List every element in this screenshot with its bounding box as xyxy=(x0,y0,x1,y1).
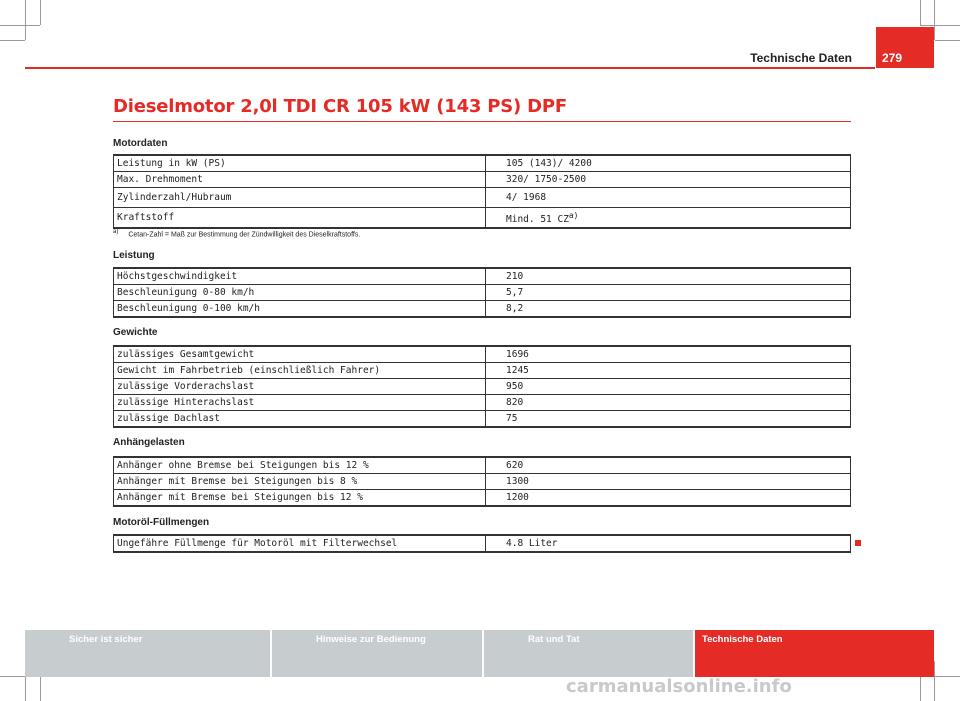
row-label: Höchstgeschwindigkeit xyxy=(114,268,484,285)
footer-tab-label: Sicher ist sicher xyxy=(69,634,143,645)
row-value: 320/ 1750-2500 xyxy=(486,172,851,188)
table-gewichte xyxy=(113,345,851,428)
row-label: zulässige Dachlast xyxy=(114,411,484,428)
table-leistung xyxy=(113,267,851,318)
value-text: Mind. 51 CZ xyxy=(506,214,569,226)
footer-tab-sicher-ist-sicher[interactable] xyxy=(25,630,270,677)
row-value: 820 xyxy=(486,395,851,411)
section-heading-anhaengelasten: Anhängelasten xyxy=(113,437,185,448)
row-value: 5,7 xyxy=(486,285,851,301)
section-end-marker xyxy=(855,540,861,546)
header-section-title: Technische Daten xyxy=(750,51,852,65)
table-row xyxy=(114,301,851,318)
row-value: 1200 xyxy=(486,490,851,507)
table-row xyxy=(114,395,851,411)
crop-mark xyxy=(25,0,26,40)
row-value: 1300 xyxy=(486,474,851,490)
row-label: Max. Drehmoment xyxy=(114,172,484,188)
table-row xyxy=(114,411,851,428)
table-row xyxy=(114,188,851,208)
footer-tab-technische-daten[interactable] xyxy=(695,630,934,677)
row-label: zulässige Hinterachslast xyxy=(114,395,484,411)
table-row xyxy=(114,172,851,188)
row-label: Ungefähre Füllmenge für Motoröl mit Filterwechsel xyxy=(114,535,484,552)
table-row xyxy=(114,268,851,285)
title-rule xyxy=(113,121,851,122)
table-row xyxy=(114,379,851,395)
row-value: 1696 xyxy=(486,346,851,363)
footer-tab-label: Technische Daten xyxy=(702,634,783,645)
footer-tab-hinweise-zur-bedienung[interactable] xyxy=(272,630,482,677)
watermark: carmanualsonline.info xyxy=(566,676,792,697)
table-motoroel xyxy=(113,534,851,553)
crop-mark xyxy=(920,676,921,701)
table-row xyxy=(114,490,851,507)
table-row xyxy=(114,363,851,379)
crop-mark xyxy=(935,40,960,41)
section-heading-motordaten: Motordaten xyxy=(113,138,168,149)
row-label: Leistung in kW (PS) xyxy=(114,155,484,172)
table-anhaengelasten xyxy=(113,456,851,507)
crop-mark xyxy=(0,40,25,41)
footnote-ref: a) xyxy=(568,211,579,221)
footer-tab-label: Hinweise zur Bedienung xyxy=(316,634,426,645)
crop-mark xyxy=(934,661,935,701)
crop-mark xyxy=(40,0,41,25)
section-heading-gewichte: Gewichte xyxy=(113,327,158,338)
crop-mark xyxy=(920,0,921,25)
row-value: 210 xyxy=(486,268,851,285)
crop-mark xyxy=(40,676,41,701)
row-value: 4/ 1968 xyxy=(486,188,851,208)
row-value: 1245 xyxy=(486,363,851,379)
row-label: zulässige Vorderachslast xyxy=(114,379,484,395)
row-label: Anhänger mit Bremse bei Steigungen bis 12 % xyxy=(114,490,484,507)
row-label: Kraftstoff xyxy=(114,208,484,229)
table-row xyxy=(114,457,851,474)
footnote-text: Cetan-Zahl = Maß zur Bestimmung der Zündwilligkeit des Dieselkraftstoffs. xyxy=(128,231,361,239)
crop-mark xyxy=(920,25,960,26)
section-heading-leistung: Leistung xyxy=(113,250,155,261)
row-label: Beschleunigung 0-100 km/h xyxy=(114,301,484,318)
row-label: zulässiges Gesamtgewicht xyxy=(114,346,484,363)
crop-mark xyxy=(934,0,935,40)
table-row xyxy=(114,285,851,301)
footer-tab-rat-und-tat[interactable] xyxy=(484,630,693,677)
row-value: 8,2 xyxy=(486,301,851,318)
table-row xyxy=(114,155,851,172)
row-label: Zylinderzahl/Hubraum xyxy=(114,188,484,208)
row-label: Gewicht im Fahrbetrieb (einschließlich Fahrer) xyxy=(114,363,484,379)
footnote xyxy=(113,229,360,238)
row-label: Beschleunigung 0-80 km/h xyxy=(114,285,484,301)
row-label: Anhänger mit Bremse bei Steigungen bis 8 % xyxy=(114,474,484,490)
footnote-marker: a) xyxy=(113,229,119,235)
table-row xyxy=(114,346,851,363)
table-row xyxy=(114,208,851,229)
header-rule xyxy=(25,67,875,69)
crop-mark xyxy=(0,25,40,26)
row-value: 75 xyxy=(486,411,851,428)
page-number: 279 xyxy=(882,51,903,65)
row-label: Anhänger ohne Bremse bei Steigungen bis 12 % xyxy=(114,457,484,474)
footer-tab-label: Rat und Tat xyxy=(528,634,580,645)
row-value: 4.8 Liter xyxy=(486,535,851,552)
row-value: 620 xyxy=(486,457,851,474)
page-number-badge xyxy=(876,27,934,68)
table-motordaten xyxy=(113,154,851,229)
row-value: 105 (143)/ 4200 xyxy=(486,155,851,172)
row-value: 950 xyxy=(486,379,851,395)
table-row xyxy=(114,474,851,490)
table-row xyxy=(114,535,851,552)
section-heading-motoroel: Motoröl-Füllmengen xyxy=(113,517,210,528)
row-value xyxy=(486,208,851,229)
page-title: Dieselmotor 2,0l TDI CR 105 kW (143 PS) DPF xyxy=(113,96,567,117)
